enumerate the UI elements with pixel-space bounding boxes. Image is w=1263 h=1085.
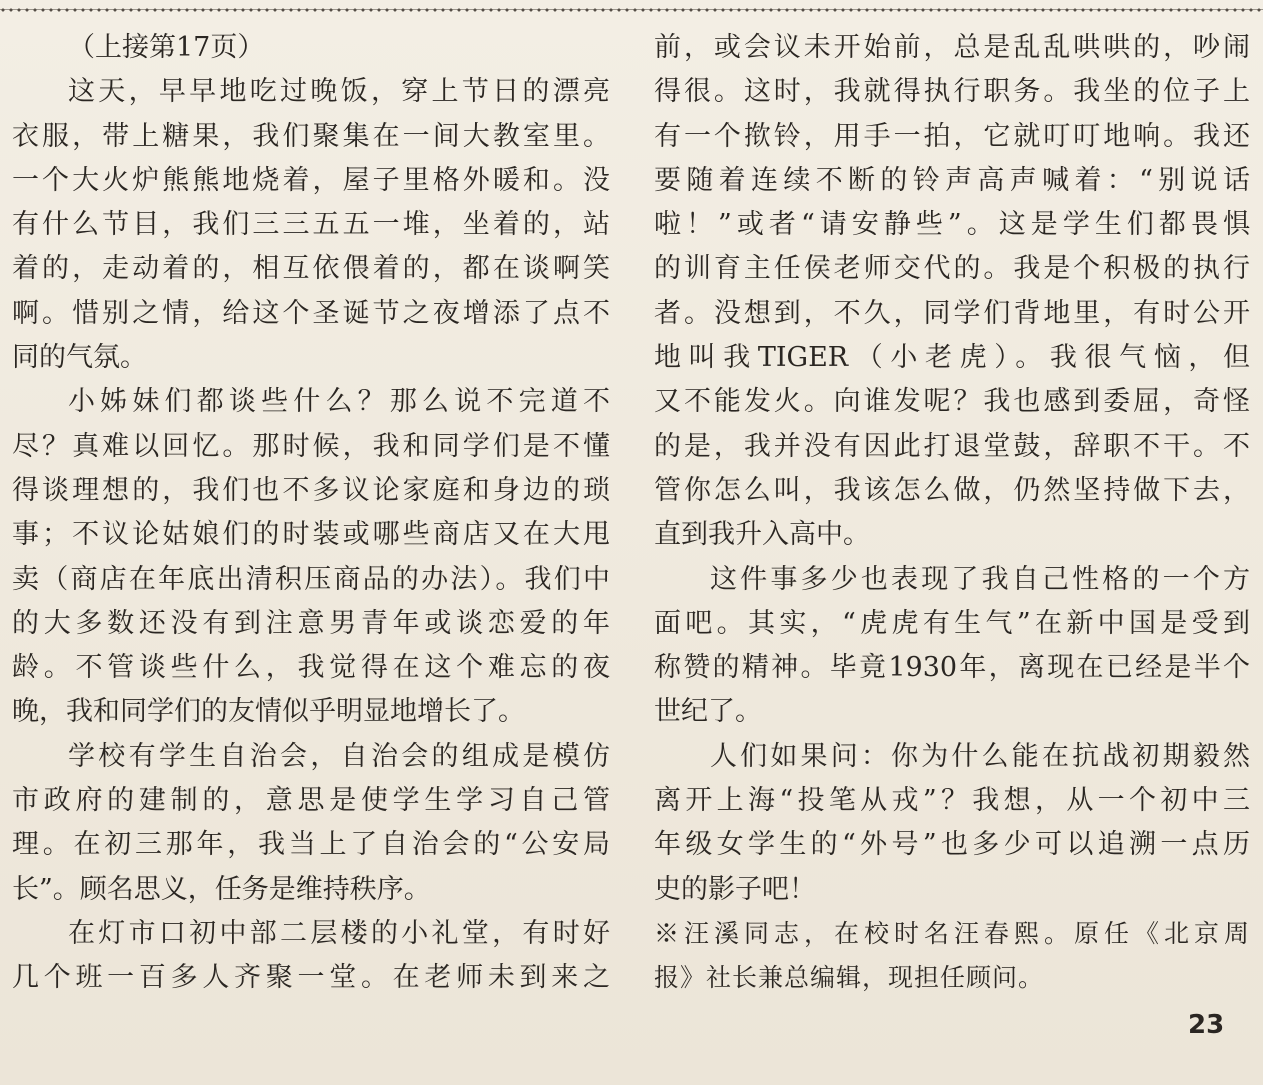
text-line: 者。没想到，不久，同学们背地里，有时公开	[654, 297, 1250, 329]
top-dotted-rule	[0, 6, 1263, 14]
text-line: 理。在初三那年，我当上了自治会的“公安局	[12, 829, 610, 861]
text-line: 地叫我TIGER（小老虎）。我很气恼，但	[654, 342, 1250, 374]
text-line: 同的气氛。	[12, 342, 147, 374]
text-line: 学校有学生自治会，自治会的组成是模仿	[68, 740, 610, 772]
page-number: 23	[1188, 1010, 1225, 1040]
text-line: 小姊妹们都谈些什么？那么说不完道不	[68, 386, 610, 418]
text-line: 有一个揿铃，用手一拍，它就叮叮地响。我还	[654, 120, 1250, 152]
text-line: 这天，早早地吃过晚饭，穿上节日的漂亮	[68, 76, 610, 108]
text-line: 着的，走动着的，相互依偎着的，都在谈啊笑	[12, 253, 610, 285]
text-line: 尽？真难以回忆。那时候，我和同学们是不懂	[12, 430, 610, 462]
footnote-line: 报》社长兼总编辑，现担任顾问。	[654, 963, 1045, 993]
footnote-line: ※汪溪同志，在校时名汪春熙。原任《北京周	[654, 918, 1250, 948]
text-line: 的是，我并没有因此打退堂鼓，辞职不干。不	[654, 430, 1250, 462]
text-line: 的训育主任侯老师交代的。我是个积极的执行	[654, 253, 1250, 285]
text-line: 直到我升入高中。	[654, 519, 870, 551]
text-line: 离开上海“投笔从戎”？我想，从一个初中三	[654, 785, 1250, 817]
text-line: 在灯市口初中部二层楼的小礼堂，有时好	[68, 917, 610, 949]
left-column	[12, 26, 610, 1001]
text-line: 几个班一百多人齐聚一堂。在老师未到来之	[12, 962, 610, 994]
text-line: 又不能发火。向谁发呢？我也感到委屈，奇怪	[654, 386, 1250, 418]
text-line: 卖（商店在年底出清积压商品的办法）。我们中	[12, 563, 610, 595]
text-line: 啦！”或者“请安静些”。这是学生们都畏惧	[654, 209, 1250, 241]
text-line: 前，或会议未开始前，总是乱乱哄哄的，吵闹	[654, 32, 1250, 63]
text-line: 晚，我和同学们的友情似乎明显地增长了。	[12, 696, 525, 728]
text-line: 人们如果问：你为什么能在抗战初期毅然	[710, 740, 1250, 772]
text-line: 龄。不管谈些什么，我觉得在这个难忘的夜	[12, 652, 610, 684]
text-line: 年级女学生的“外号”也多少可以追溯一点历	[654, 829, 1250, 861]
text-line: 啊。惜别之情，给这个圣诞节之夜增添了点不	[12, 297, 610, 329]
text-line: 世纪了。	[654, 696, 762, 728]
text-line: 面吧。其实，“虎虎有生气”在新中国是受到	[654, 607, 1250, 639]
text-line: 事；不议论姑娘们的时装或哪些商店又在大甩	[12, 519, 610, 551]
continuation-note: （上接第17页）	[68, 32, 265, 63]
text-line: 市政府的建制的，意思是使学生学习自己管	[12, 785, 610, 817]
text-line: 得谈理想的，我们也不多议论家庭和身边的琐	[12, 474, 610, 506]
text-line: 得很。这时，我就得执行职务。我坐的位子上	[654, 76, 1250, 108]
footnote	[654, 912, 1250, 1001]
text-line: 一个大火炉熊熊地烧着，屋子里格外暖和。没	[12, 164, 610, 196]
text-line: 要随着连续不断的铃声高声喊着：“别说话	[654, 164, 1250, 196]
right-column	[654, 26, 1250, 1001]
text-line: 有什么节目，我们三三五五一堆，坐着的，站	[12, 209, 610, 241]
text-line: 长”。顾名思义，任务是维持秩序。	[12, 873, 431, 905]
text-line: 史的影子吧！	[654, 873, 816, 905]
text-line: 的大多数还没有到注意男青年或谈恋爱的年	[12, 607, 610, 639]
text-line: 称赞的精神。毕竟1930年，离现在已经是半个	[654, 652, 1250, 684]
text-line: 衣服，带上糖果，我们聚集在一间大教室里。	[12, 120, 610, 152]
text-line: 管你怎么叫，我该怎么做，仍然坚持做下去，	[654, 474, 1250, 506]
text-line: 这件事多少也表现了我自己性格的一个方	[710, 563, 1250, 595]
